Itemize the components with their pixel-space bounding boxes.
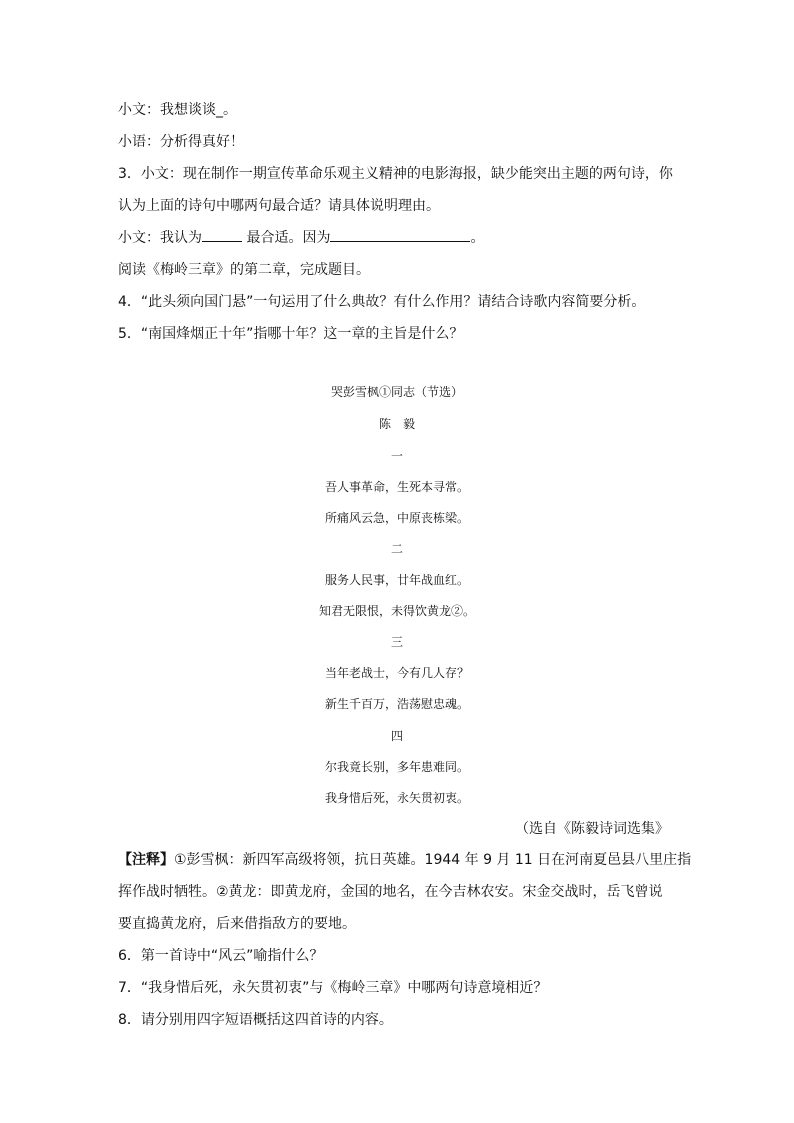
stanza-3-line-1: 当年老战士，今有几人存？ (324, 666, 469, 680)
stanza-3-line-2: 新生千百万，浩荡慰忠魂。 (324, 697, 469, 711)
question-4: 4．“此头须向国门悬”一句运用了什么典故？有什么作用？请结合诗歌内容简要分析。 (118, 294, 646, 310)
question-3-line-1: 3．小文：现在制作一期宣传革命乐观主义精神的电影海报，缺少能突出主题的两句诗，你 (118, 166, 673, 182)
notes-line-3: 要直捣黄龙府，后来借指敌方的要地。 (118, 916, 356, 932)
answer-middle: 最合适。因为 (246, 230, 331, 246)
stanza-4-number: 四 (390, 729, 403, 743)
poem-title: 哭彭雪枫①同志（节选） (330, 385, 463, 399)
question-8: 8．请分别用四字短语概括这四首诗的内容。 (118, 1012, 393, 1028)
question-3-line-2: 认为上面的诗句中哪两句最合适？请具体说明理由。 (118, 198, 440, 214)
answer-blank-1[interactable] (202, 229, 242, 242)
dialogue-line-xiaowen: 小文：我想谈谈_。 (118, 102, 237, 118)
stanza-1-line-1: 吾人事革命，生死本寻常。 (324, 480, 469, 494)
question-7: 7．“我身惜后死，永矢贯初衷”与《梅岭三章》中哪两句诗意境相近？ (118, 980, 548, 996)
answer-blank-2[interactable] (330, 229, 470, 242)
notes-line-2: 挥作战时牺牲。②黄龙：即黄龙府，金国的地名，在今吉林农安。宋金交战时，岳飞曾说 (118, 884, 663, 900)
stanza-1-number: 一 (390, 449, 403, 463)
notes-text-1: ①彭雪枫：新四军高级将领，抗日英雄。1944 年 9 月 11 日在河南夏邑县八里庄指 (174, 852, 692, 868)
question-6: 6．第一首诗中“风云”喻指什么？ (118, 948, 324, 964)
stanza-4-line-1: 尔我竟长别，多年患难同。 (324, 760, 469, 774)
stanza-2-line-1: 服务人民事，廿年战血红。 (324, 573, 469, 587)
poem-author: 陈 毅 (378, 417, 415, 431)
dialogue-line-xiaoyu: 小语：分析得真好！ (118, 134, 244, 150)
question-5: 5．“南国烽烟正十年”指哪十年？这一章的主旨是什么？ (118, 326, 464, 342)
poem-source: （选自《陈毅诗词选集》 (515, 821, 669, 837)
stanza-2-line-2: 知君无限恨，未得饮黄龙②。 (318, 604, 475, 618)
stanza-4-line-2: 我身惜后死，永矢贯初衷。 (324, 791, 469, 805)
notes-line-1 (118, 850, 691, 870)
reading-instruction: 阅读《梅岭三章》的第二章，完成题目。 (118, 262, 370, 278)
stanza-3-number: 三 (390, 635, 403, 649)
answer-end: 。 (470, 230, 485, 246)
answer-line (118, 228, 484, 248)
notes-label: 【注释】 (118, 852, 174, 868)
stanza-1-line-2: 所痛风云急，中原丧栋梁。 (324, 511, 469, 525)
answer-prefix: 小文：我认为 (118, 230, 202, 246)
stanza-2-number: 二 (390, 542, 403, 556)
